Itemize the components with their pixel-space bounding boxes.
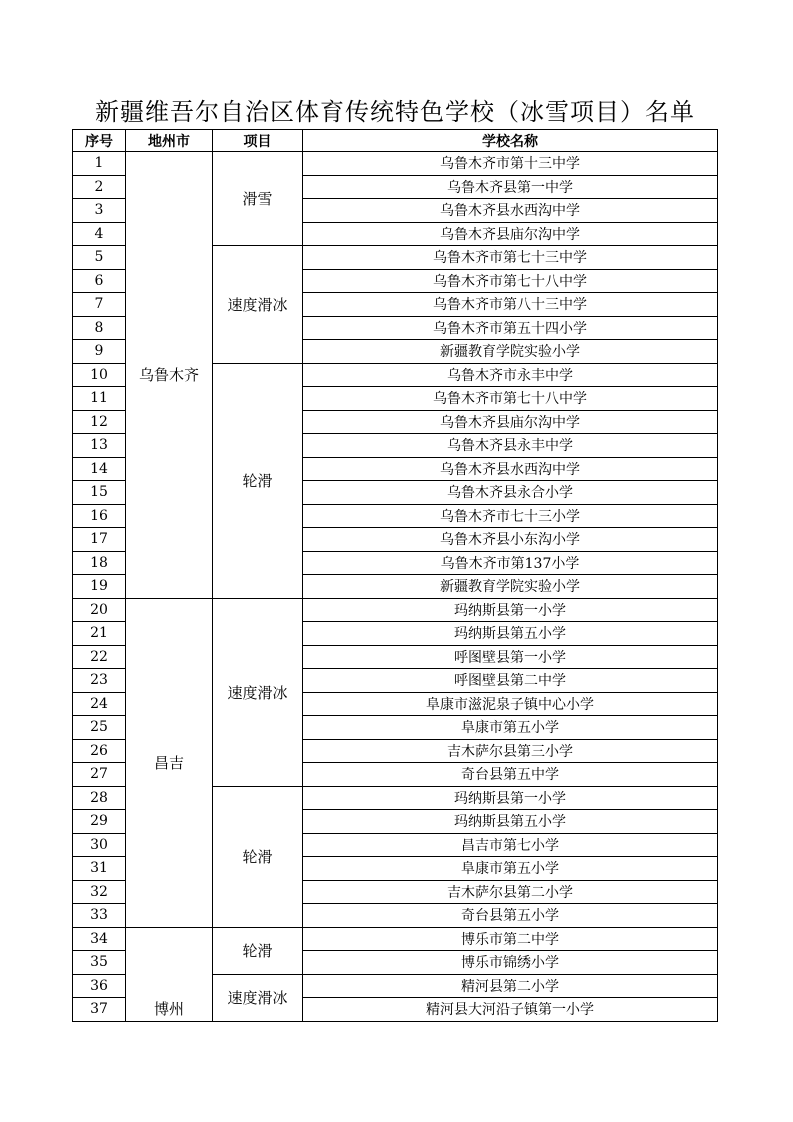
school-name-cell: 阜康市第五小学 [303, 716, 718, 740]
row-index: 23 [73, 669, 126, 693]
school-name-cell: 乌鲁木齐县庙尔沟中学 [303, 410, 718, 434]
row-index: 6 [73, 269, 126, 293]
school-name-cell: 乌鲁木齐县永丰中学 [303, 434, 718, 458]
school-name-cell: 乌鲁木齐市第七十八中学 [303, 387, 718, 411]
row-index: 7 [73, 293, 126, 317]
row-index: 28 [73, 786, 126, 810]
row-index: 10 [73, 363, 126, 387]
row-index: 8 [73, 316, 126, 340]
row-index: 3 [73, 199, 126, 223]
school-name-cell: 博乐市锦绣小学 [303, 951, 718, 975]
row-index: 11 [73, 387, 126, 411]
school-name-cell: 呼图壁县第一小学 [303, 645, 718, 669]
school-name-cell: 阜康市第五小学 [303, 857, 718, 881]
school-name-cell: 精河县第二小学 [303, 974, 718, 998]
row-index: 4 [73, 222, 126, 246]
row-index: 37 [73, 998, 126, 1022]
school-name-cell: 新疆教育学院实验小学 [303, 340, 718, 364]
school-name-cell: 玛纳斯县第一小学 [303, 786, 718, 810]
school-name-cell: 乌鲁木齐市第八十三中学 [303, 293, 718, 317]
page-title: 新疆维吾尔自治区体育传统特色学校（冰雪项目）名单 [95, 98, 695, 126]
sport-cell: 速度滑冰 [213, 598, 303, 786]
row-index: 29 [73, 810, 126, 834]
table-row [73, 152, 718, 176]
school-name-cell: 奇台县第五中学 [303, 763, 718, 787]
school-name-cell: 乌鲁木齐县水西沟中学 [303, 199, 718, 223]
school-name-cell: 乌鲁木齐市第五十四小学 [303, 316, 718, 340]
region-cell: 博州 [126, 927, 213, 1021]
row-index: 36 [73, 974, 126, 998]
school-name-cell: 乌鲁木齐市第七十八中学 [303, 269, 718, 293]
school-name-cell: 乌鲁木齐市第十三中学 [303, 152, 718, 176]
row-index: 19 [73, 575, 126, 599]
school-name-cell: 呼图壁县第二中学 [303, 669, 718, 693]
row-index: 15 [73, 481, 126, 505]
table-header-row [73, 130, 718, 152]
row-index: 13 [73, 434, 126, 458]
school-name-cell: 乌鲁木齐市七十三小学 [303, 504, 718, 528]
row-index: 14 [73, 457, 126, 481]
school-name-cell: 乌鲁木齐县庙尔沟中学 [303, 222, 718, 246]
region-cell: 乌鲁木齐 [126, 152, 213, 599]
school-name-cell: 玛纳斯县第五小学 [303, 810, 718, 834]
sport-cell: 轮滑 [213, 786, 303, 927]
school-name-cell: 玛纳斯县第五小学 [303, 622, 718, 646]
sport-cell: 速度滑冰 [213, 246, 303, 364]
row-index: 27 [73, 763, 126, 787]
header-school: 学校名称 [303, 130, 718, 152]
school-name-cell: 玛纳斯县第一小学 [303, 598, 718, 622]
sport-cell: 速度滑冰 [213, 974, 303, 1021]
school-name-cell: 乌鲁木齐县水西沟中学 [303, 457, 718, 481]
row-index: 2 [73, 175, 126, 199]
sport-cell: 滑雪 [213, 152, 303, 246]
school-name-cell: 昌吉市第七小学 [303, 833, 718, 857]
row-index: 24 [73, 692, 126, 716]
row-index: 1 [73, 152, 126, 176]
row-index: 32 [73, 880, 126, 904]
row-index: 9 [73, 340, 126, 364]
row-index: 21 [73, 622, 126, 646]
row-index: 31 [73, 857, 126, 881]
sport-cell: 轮滑 [213, 363, 303, 598]
row-index: 30 [73, 833, 126, 857]
row-index: 26 [73, 739, 126, 763]
school-name-cell: 乌鲁木齐县小东沟小学 [303, 528, 718, 552]
row-index: 20 [73, 598, 126, 622]
row-index: 12 [73, 410, 126, 434]
header-sport: 项目 [213, 130, 303, 152]
row-index: 17 [73, 528, 126, 552]
school-name-cell: 乌鲁木齐市第137小学 [303, 551, 718, 575]
row-index: 18 [73, 551, 126, 575]
row-index: 5 [73, 246, 126, 270]
header-region: 地州市 [126, 130, 213, 152]
table-row [73, 598, 718, 622]
school-name-cell: 博乐市第二中学 [303, 927, 718, 951]
school-name-cell: 奇台县第五小学 [303, 904, 718, 928]
row-index: 25 [73, 716, 126, 740]
school-name-cell: 乌鲁木齐县永合小学 [303, 481, 718, 505]
row-index: 33 [73, 904, 126, 928]
row-index: 34 [73, 927, 126, 951]
school-name-cell: 吉木萨尔县第二小学 [303, 880, 718, 904]
row-index: 16 [73, 504, 126, 528]
school-name-cell: 新疆教育学院实验小学 [303, 575, 718, 599]
region-cell: 昌吉 [126, 598, 213, 927]
school-name-cell: 吉木萨尔县第三小学 [303, 739, 718, 763]
school-name-cell: 乌鲁木齐市第七十三中学 [303, 246, 718, 270]
school-list-table [72, 129, 718, 1022]
table-row [73, 927, 718, 951]
school-name-cell: 乌鲁木齐市永丰中学 [303, 363, 718, 387]
school-name-cell: 乌鲁木齐县第一中学 [303, 175, 718, 199]
school-name-cell: 阜康市滋泥泉子镇中心小学 [303, 692, 718, 716]
sport-cell: 轮滑 [213, 927, 303, 974]
table-body [73, 152, 718, 1022]
header-index: 序号 [73, 130, 126, 152]
row-index: 35 [73, 951, 126, 975]
school-name-cell: 精河县大河沿子镇第一小学 [303, 998, 718, 1022]
row-index: 22 [73, 645, 126, 669]
